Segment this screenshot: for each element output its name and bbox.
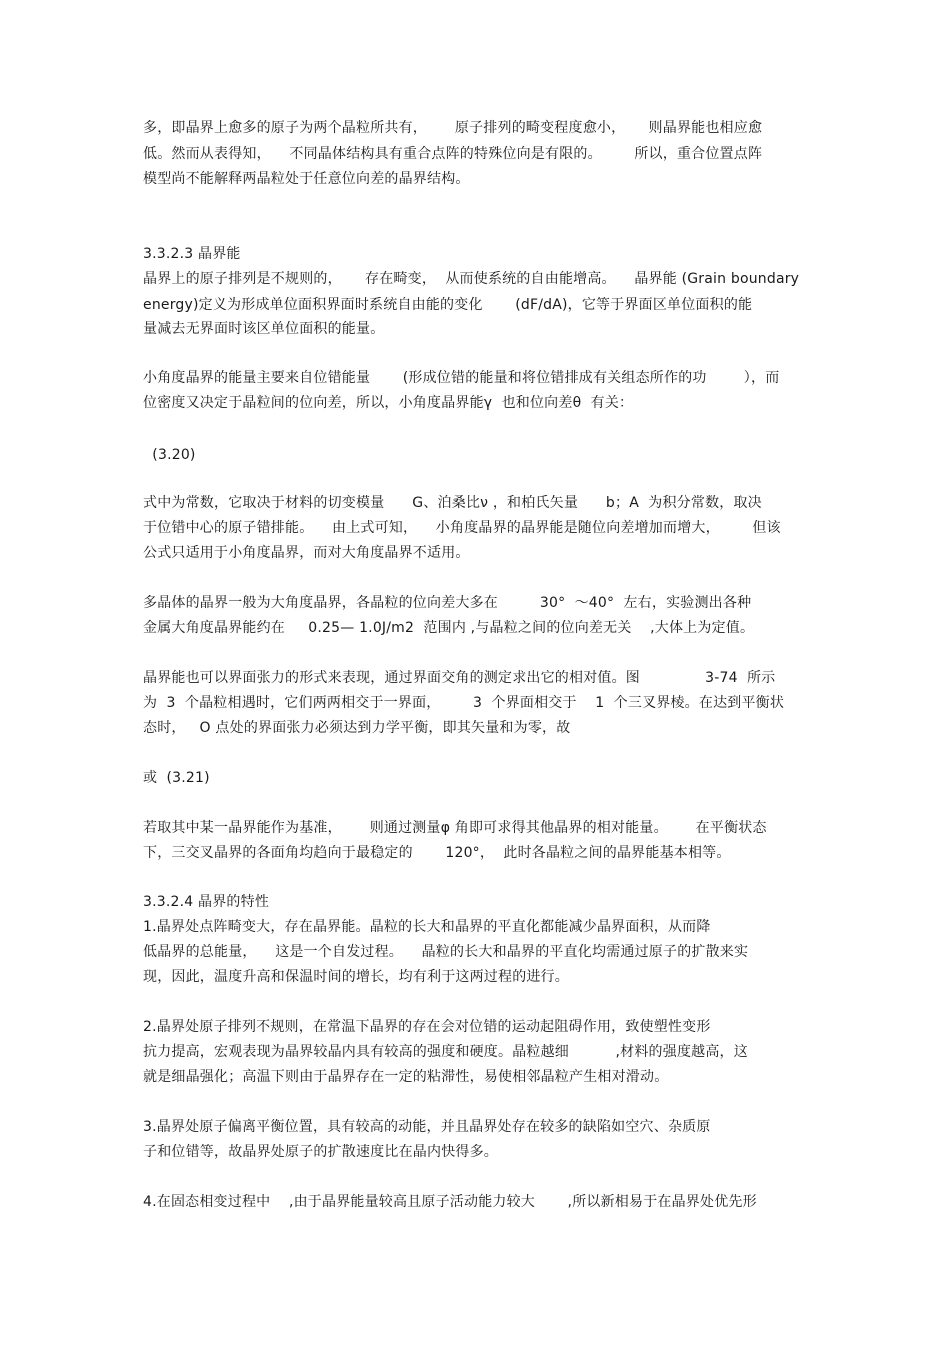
text-line: 下，三交叉晶界的各面角均趋向于最稳定的 120°， 此时各晶粒之间的晶界能基本相等。 xyxy=(143,845,731,861)
text-line: 2.晶界处原子排列不规则，在常温下晶界的存在会对位错的运动起阻碍作用，致使塑性变形 xyxy=(143,1019,711,1035)
text-line: energy)定义为形成单位面积界面时系统自由能的变化 (dF/dA)，它等于界面区单位面积的能 xyxy=(143,297,753,313)
text-line: 1.晶界处点阵畸变大，存在晶界能。晶粒的长大和晶界的平直化都能减少晶界面积，从而降 xyxy=(143,919,711,935)
text-line: 模型尚不能解释两晶粒处于任意位向差的晶界结构。 xyxy=(143,171,470,187)
text-line: 晶界能也可以界面张力的形式来表现，通过界面交角的测定求出它的相对值。图 3-74 所示 xyxy=(143,670,776,686)
text-line: 于位错中心的原子错排能。 由上式可知， 小角度晶界的晶界能是随位向差增加而增大， 但该 xyxy=(143,520,781,536)
text-line: 为 3 个晶粒相遇时，它们两两相交于一界面， 3 个界面相交于 1 个三叉界棱。在达到平衡状 xyxy=(143,695,785,711)
equation-number: 或 (3.21) xyxy=(143,770,210,786)
text-line: 子和位错等，故晶界处原子的扩散速度比在晶内快得多。 xyxy=(143,1144,498,1160)
equation-number: (3.20) xyxy=(143,447,196,463)
text-line: 量减去无界面时该区单位面积的能量。 xyxy=(143,321,385,337)
text-line: 就是细晶强化；高温下则由于晶界存在一定的粘滞性，易使相邻晶粒产生相对滑动。 xyxy=(143,1069,669,1085)
text-line: 多晶体的晶界一般为大角度晶界，各晶粒的位向差大多在 30° ～40° 左右，实验测出各种 xyxy=(143,595,752,611)
text-line: 抗力提高，宏观表现为晶界较晶内具有较高的强度和硬度。晶粒越细 ,材料的强度越高，这 xyxy=(143,1044,748,1060)
text-line: 3.晶界处原子偏离平衡位置，具有较高的动能，并且晶界处存在较多的缺陷如空穴、杂质原 xyxy=(143,1119,711,1135)
text-line: 小角度晶界的能量主要来自位错能量 (形成位错的能量和将位错排成有关组态所作的功 ），而 xyxy=(143,370,780,386)
section-heading: 3.3.2.4 晶界的特性 xyxy=(143,894,270,910)
text-line: 多，即晶界上愈多的原子为两个晶粒所共有， 原子排列的畸变程度愈小， 则晶界能也相应愈 xyxy=(143,120,763,136)
text-line: 式中为常数，它取决于材料的切变模量 G、泊桑比ν ，和柏氏矢量 b；A 为积分常数，取决 xyxy=(143,495,762,511)
text-line: 若取其中某一晶界能作为基准， 则通过测量φ 角即可求得其他晶界的相对能量。 在平衡状态 xyxy=(143,820,767,836)
text-line: 4.在固态相变过程中 ,由于晶界能量较高且原子活动能力较大 ,所以新相易于在晶界处优先形 xyxy=(143,1194,757,1210)
text-line: 金属大角度晶界能约在 0.25— 1.0J/m2 范围内 ,与晶粒之间的位向差无关 ,大体上为定值。 xyxy=(143,620,755,636)
text-line: 低晶界的总能量， 这是一个自发过程。 晶粒的长大和晶界的平直化均需通过原子的扩散来实 xyxy=(143,944,749,960)
text-line: 位密度又决定于晶粒间的位向差，所以，小角度晶界能γ 也和位向差θ 有关： xyxy=(143,395,634,411)
text-line: 晶界上的原子排列是不规则的， 存在畸变， 从而使系统的自由能增高。 晶界能 (Grain boundary xyxy=(143,271,800,287)
text-line: 低。然而从表得知， 不同晶体结构具有重合点阵的特殊位向是有限的。 所以，重合位置点阵 xyxy=(143,146,763,162)
text-line: 公式只适用于小角度晶界，而对大角度晶界不适用。 xyxy=(143,545,470,561)
text-line: 现，因此，温度升高和保温时间的增长，均有利于这两过程的进行。 xyxy=(143,969,569,985)
text-line: 态时， O 点处的界面张力必须达到力学平衡，即其矢量和为零，故 xyxy=(143,720,571,736)
section-heading: 3.3.2.3 晶界能 xyxy=(143,246,241,262)
